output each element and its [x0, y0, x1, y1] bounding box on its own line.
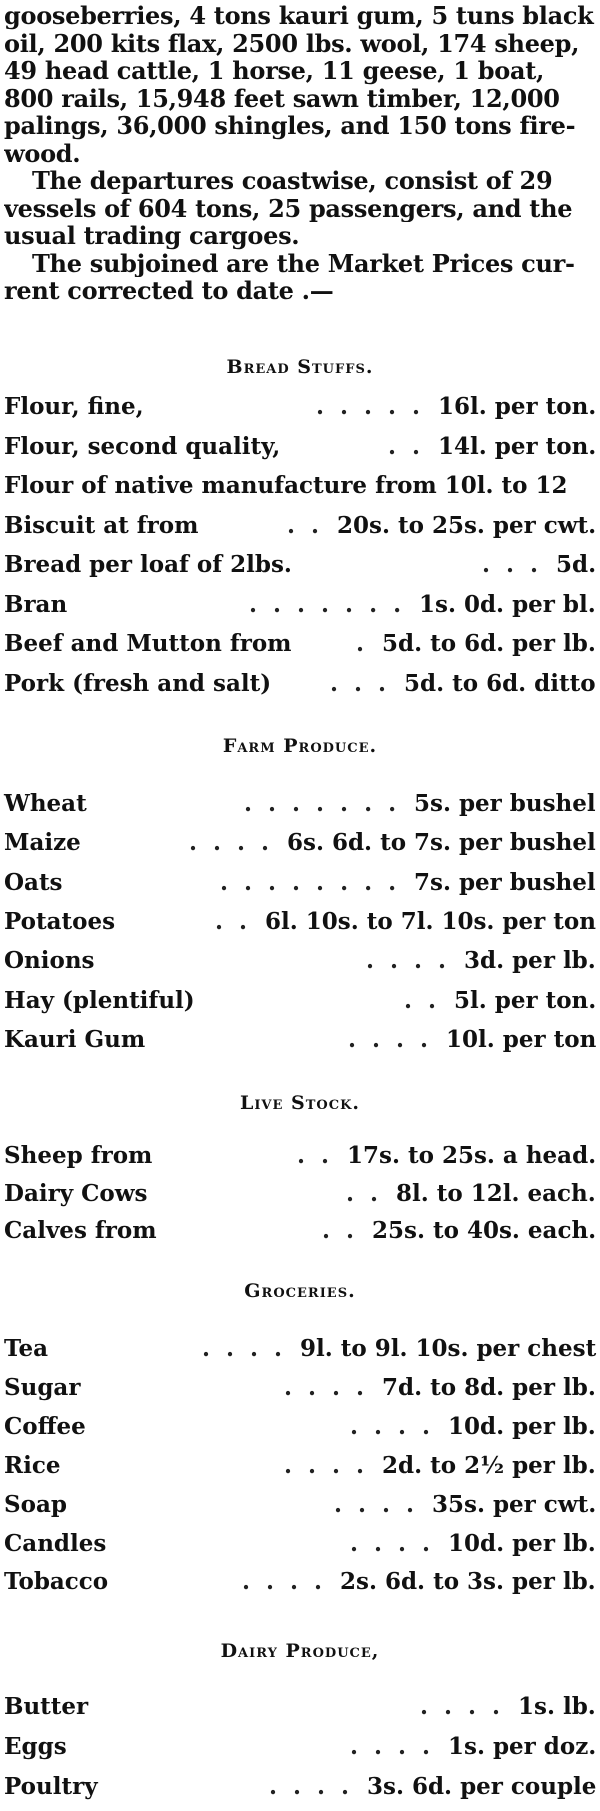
- section-heading: Dairy Produce,: [220, 1640, 380, 1662]
- intro-line: [4, 2, 596, 30]
- commodity-name: Bran: [4, 590, 68, 618]
- price-value: 2s. 6d. to 3s. per lb.: [340, 1568, 596, 1596]
- section-heading: Groceries.: [244, 1280, 356, 1302]
- price-value: 5l. per ton.: [454, 986, 597, 1014]
- commodity-name: Soap: [4, 1490, 67, 1518]
- commodity-name: Poultry: [4, 1773, 98, 1800]
- leader-dots: . . . .: [420, 1693, 505, 1720]
- price-value: 7s. per bushel: [414, 868, 596, 896]
- intro-line-text: palings, 36,000 shingles, and 150 tons fire-: [4, 112, 576, 140]
- intro-line-text: wood.: [4, 139, 81, 167]
- price-value: 3d. per lb.: [464, 947, 596, 975]
- commodity-name: Pork (fresh and salt): [4, 669, 272, 697]
- intro-line: [4, 30, 596, 58]
- price-value: 25s. to 40s. each.: [372, 1217, 597, 1244]
- leader-dots: . . . .: [348, 1025, 433, 1053]
- intro-line: [4, 112, 596, 140]
- price-row: [4, 908, 596, 944]
- price-value: 10d. per lb.: [448, 1529, 596, 1557]
- commodity-name: Maize: [4, 829, 81, 857]
- intro-line: [4, 140, 596, 168]
- leader-dots: . . . .: [350, 1733, 435, 1760]
- commodity-name: Onions: [4, 947, 95, 975]
- commodity-name: Oats: [4, 868, 63, 896]
- commodity-name: Dairy Cows: [4, 1179, 148, 1207]
- price-value: 20s. to 25s. per cwt.: [337, 511, 597, 539]
- commodity-name: Flour of native manufacture from 10l. to 12: [4, 472, 568, 499]
- price-value: 14l. per ton.: [438, 432, 597, 460]
- price-row: [4, 1773, 596, 1809]
- price-row: [4, 1142, 596, 1178]
- commodity-name: Sugar: [4, 1373, 81, 1401]
- commodity-name: Potatoes: [4, 907, 116, 935]
- commodity-name: Coffee: [4, 1412, 86, 1440]
- price-value: 5d. to 6d. per lb.: [382, 630, 596, 657]
- price-row: [4, 987, 596, 1023]
- commodity-name: Flour, second quality,: [4, 432, 281, 460]
- price-row: [4, 829, 596, 865]
- intro-line-text: The departures coastwise, consist of 29: [32, 167, 553, 195]
- intro-line: [4, 167, 596, 195]
- leader-dots: . .: [404, 986, 441, 1014]
- price-row: [4, 1026, 596, 1062]
- leader-dots: . .: [322, 1217, 359, 1244]
- price-row: [4, 1568, 596, 1604]
- commodity-name: Beef and Mutton from: [4, 630, 292, 657]
- leader-dots: . . .: [482, 551, 543, 578]
- leader-dots: . . . .: [242, 1568, 327, 1596]
- leader-dots: . .: [297, 1142, 334, 1169]
- commodity-name: Candles: [4, 1529, 107, 1557]
- section-heading: Farm Produce.: [222, 735, 378, 757]
- price-row: [4, 670, 596, 706]
- commodity-name: Rice: [4, 1451, 61, 1479]
- price-row: [4, 1530, 596, 1566]
- leader-dots: . . . . . . .: [249, 590, 406, 618]
- price-row: [4, 1217, 596, 1253]
- price-row: [4, 1733, 596, 1769]
- price-row: [4, 433, 596, 469]
- intro-line-text: oil, 200 kits flax, 2500 lbs. wool, 174 sheep,: [4, 29, 580, 57]
- leader-dots: . . . .: [189, 829, 274, 857]
- leader-dots: . . . . . . . .: [220, 868, 401, 896]
- price-value: 16l. per ton.: [438, 393, 597, 420]
- leader-dots: . . . . . . .: [244, 790, 401, 817]
- leader-dots: . . . . .: [316, 393, 425, 420]
- leader-dots: . . .: [330, 669, 391, 697]
- price-row: [4, 1491, 596, 1527]
- leader-dots: . .: [215, 907, 252, 935]
- leader-dots: . . . .: [284, 1451, 369, 1479]
- intro-line-text: usual trading cargoes.: [4, 222, 300, 250]
- intro-line-text: 49 head cattle, 1 horse, 11 geese, 1 boat,: [4, 57, 545, 85]
- leader-dots: . . . .: [269, 1773, 354, 1800]
- leader-dots: . .: [287, 511, 324, 539]
- commodity-name: Eggs: [4, 1733, 67, 1760]
- price-row: [4, 512, 596, 548]
- leader-dots: . . . .: [350, 1529, 435, 1557]
- commodity-name: Butter: [4, 1693, 89, 1720]
- price-row: [4, 1452, 596, 1488]
- leader-dots: . . . .: [202, 1335, 287, 1362]
- section-heading: Bread Stuffs.: [226, 356, 374, 378]
- commodity-name: Wheat: [4, 790, 87, 817]
- price-value: 8l. to 12l. each.: [396, 1179, 596, 1207]
- price-row: [4, 1693, 596, 1729]
- price-value: 7d. to 8d. per lb.: [382, 1373, 596, 1401]
- intro-line-text: rent corrected to date .—: [4, 277, 334, 305]
- commodity-name: Flour, fine,: [4, 393, 144, 420]
- price-value: 6l. 10s. to 7l. 10s. per ton: [265, 907, 596, 935]
- price-row: [4, 551, 596, 587]
- price-value: 1s. 0d. per bl.: [419, 590, 596, 618]
- price-value: 1s. per doz.: [448, 1733, 597, 1760]
- price-row: [4, 1180, 596, 1216]
- intro-line-text: The subjoined are the Market Prices cur-: [32, 249, 575, 277]
- leader-dots: . . . .: [350, 1412, 435, 1440]
- commodity-name: Hay (plentiful): [4, 986, 195, 1014]
- price-value: 1s. lb.: [518, 1693, 596, 1720]
- price-row: [4, 1413, 596, 1449]
- commodity-name: Biscuit at from: [4, 511, 199, 539]
- price-value: 3s. 6d. per couple: [367, 1773, 597, 1800]
- commodity-name: Tobacco: [4, 1568, 109, 1596]
- price-row: [4, 472, 596, 508]
- intro-paragraph: [4, 2, 596, 305]
- price-row: [4, 591, 596, 627]
- intro-line-text: gooseberries, 4 tons kauri gum, 5 tuns black: [4, 2, 594, 30]
- intro-line: [4, 57, 596, 85]
- section-heading: Live Stock.: [239, 1092, 361, 1114]
- intro-line: [4, 222, 596, 250]
- intro-line: [4, 250, 596, 278]
- price-value: 5d. to 6d. ditto: [404, 669, 596, 697]
- leader-dots: .: [356, 630, 369, 657]
- price-row: [4, 393, 596, 429]
- leader-dots: . .: [346, 1179, 383, 1207]
- price-row: [4, 790, 596, 826]
- commodity-name: Tea: [4, 1335, 49, 1362]
- price-value: 9l. to 9l. 10s. per chest: [300, 1335, 597, 1362]
- price-value: 17s. to 25s. a head.: [347, 1142, 597, 1169]
- leader-dots: . .: [388, 432, 425, 460]
- price-row: [4, 869, 596, 905]
- price-value: 10l. per ton: [446, 1025, 597, 1053]
- intro-line: [4, 85, 596, 113]
- leader-dots: . . . .: [334, 1490, 419, 1518]
- price-row: [4, 947, 596, 983]
- intro-line: [4, 195, 596, 223]
- price-value: 2d. to 2½ per lb.: [382, 1451, 596, 1479]
- price-value: 5s. per bushel: [414, 790, 596, 817]
- price-value: 35s. per cwt.: [432, 1490, 597, 1518]
- price-value: 10d. per lb.: [448, 1412, 596, 1440]
- commodity-name: Sheep from: [4, 1142, 153, 1169]
- intro-line-text: vessels of 604 tons, 25 passengers, and the: [4, 194, 573, 222]
- commodity-name: Calves from: [4, 1217, 157, 1244]
- commodity-name: Bread per loaf of 2lbs.: [4, 551, 292, 578]
- intro-line: [4, 277, 596, 305]
- price-value: 6s. 6d. to 7s. per bushel: [287, 829, 596, 857]
- intro-line-text: 800 rails, 15,948 feet sawn timber, 12,000: [4, 84, 560, 112]
- price-row: [4, 1374, 596, 1410]
- leader-dots: . . . .: [284, 1373, 369, 1401]
- price-value: 5d.: [556, 551, 597, 578]
- price-row: [4, 630, 596, 666]
- price-row: [4, 1335, 596, 1371]
- leader-dots: . . . .: [366, 947, 451, 975]
- commodity-name: Kauri Gum: [4, 1025, 146, 1053]
